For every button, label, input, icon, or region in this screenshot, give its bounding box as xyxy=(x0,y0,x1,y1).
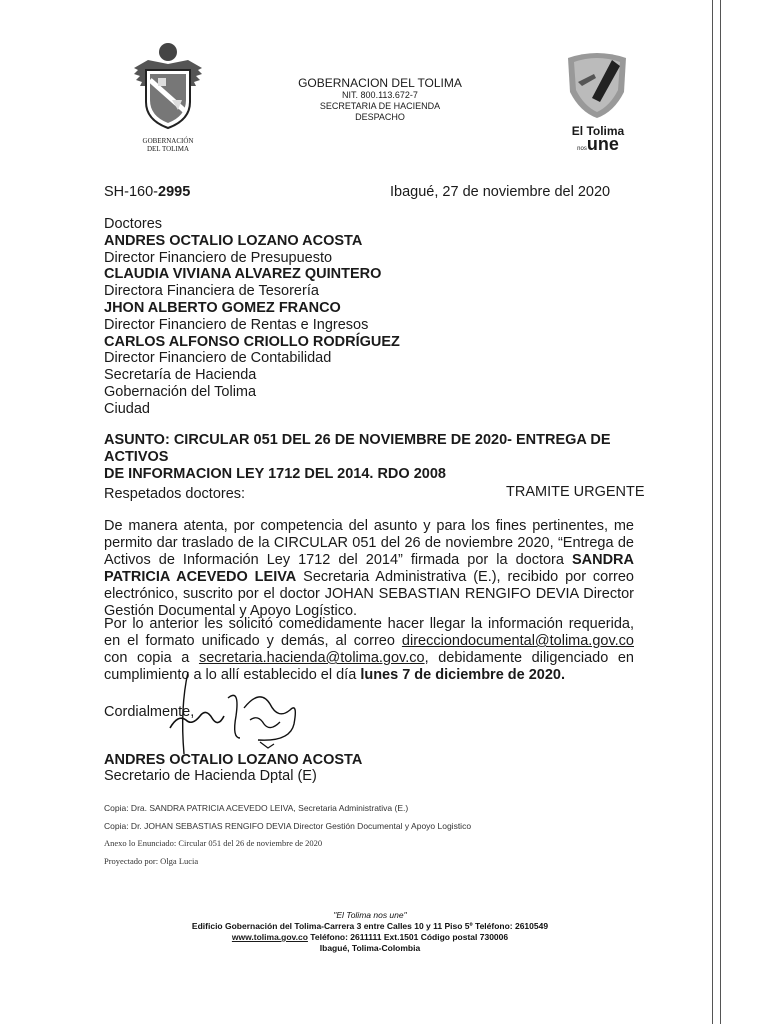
org-nit: NIT. 800.113.672-7 xyxy=(342,90,418,100)
seal-caption-line1: GOBERNACIÓN xyxy=(142,137,194,145)
recipient-line: Directora Financiera de Tesorería xyxy=(104,283,319,300)
recipient-line: Doctores xyxy=(104,216,163,232)
recipient-line: Director Financiero de Contabilidad xyxy=(104,350,332,367)
recipient-line: Ciudad xyxy=(104,400,150,417)
recipient-line: Director Financiero de Rentas e Ingresos xyxy=(104,316,369,333)
recipient-line: CARLOS ALFONSO CRIOLLO RODRÍGUEZ xyxy=(104,333,400,350)
place-date: Ibagué, 27 de noviembre del 2020 xyxy=(390,184,611,200)
subject-line2: DE INFORMACION LEY 1712 DEL 2014. RDO 2008 xyxy=(104,466,446,482)
seal-caption-line2: DEL TOLIMA xyxy=(146,145,190,153)
recipient-line: Gobernación del Tolima xyxy=(104,383,257,400)
footer-city: Ibagué, Tolima-Colombia xyxy=(319,943,421,953)
footer-contact: Teléfono: 2611111 Ext.1501 Código postal 730006 xyxy=(307,932,509,942)
copy-line: Copia: Dr. JOHAN SEBASTIAS RENGIFO DEVIA Director Gestión Documental y Apoyo Logistico xyxy=(104,820,472,831)
tolima-shield-icon xyxy=(564,52,630,120)
recipient-line: Director Financiero de Presupuesto xyxy=(104,249,333,266)
paragraph2-text-c: , debidamente diligenciado en cumplimiento a lo allí establecido el día xyxy=(104,650,634,683)
recipient-line: JHON ALBERTO GOMEZ FRANCO xyxy=(104,299,341,316)
recipient-line: Secretaría de Hacienda xyxy=(104,367,257,384)
reference-prefix: SH-160- xyxy=(104,184,158,200)
footer-address: Edificio Gobernación del Tolima-Carrera 3 entre Calles 10 y 11 Piso 5º Teléfono: 2610549 xyxy=(191,921,549,931)
coat-of-arms-icon xyxy=(128,40,208,132)
email-link-hacienda[interactable]: secretaria.hacienda@tolima.gov.co xyxy=(198,650,425,666)
paragraph1-highlight-name: SANDRA PATRICIA ACEVEDO LEIVA xyxy=(104,552,634,585)
reference-number xyxy=(104,184,190,201)
tolima-seal-logo xyxy=(128,40,208,152)
footer-web-link[interactable]: www.tolima.gov.co xyxy=(231,932,308,942)
body-paragraph-1 xyxy=(104,518,634,620)
letterhead-header xyxy=(290,76,470,123)
footer-motto: "El Tolima nos une" xyxy=(333,910,407,920)
paragraph1-text-a: De manera atenta, por competencia del asunto y para los fines pertinentes, me permito dar traslado de la CIRCULAR 051 del 26 de noviembre 2020, “Entrega de Activos de Información Ley 1712 del 2014” firmada por la doctora xyxy=(104,518,634,568)
logo-text-une: une xyxy=(586,134,619,154)
logo-text-nos-une xyxy=(560,134,636,156)
urgency-label: TRAMITE URGENTE xyxy=(506,484,645,500)
copy-line: Copia: Dra. SANDRA PATRICIA ACEVEDO LEIVA, Secretaria Administrativa (E.) xyxy=(104,803,409,813)
paragraph2-deadline: lunes 7 de diciembre de 2020. xyxy=(360,667,566,683)
signer-name: ANDRES OCTALIO LOZANO ACOSTA xyxy=(104,752,363,768)
scan-edge-line-1 xyxy=(712,0,713,1024)
recipient-line: ANDRES OCTALIO LOZANO ACOSTA xyxy=(104,232,363,249)
closing: Cordialmente, xyxy=(104,704,195,720)
logo-text-el-tolima: El Tolima xyxy=(571,124,625,138)
paragraph2-text-a: Por lo anterior les solicitó comedidamente hacer llegar la información requerida, en el formato unificado y demás, al correo xyxy=(104,616,634,649)
handwritten-signature xyxy=(140,668,300,758)
scan-edge-line-2 xyxy=(720,0,721,1024)
subject-block xyxy=(104,432,664,483)
subject-line1: ASUNTO: CIRCULAR 051 DEL 26 DE NOVIEMBRE DE 2020- ENTREGA DE ACTIVOS xyxy=(104,432,611,465)
logo-text-nos: nos xyxy=(577,146,587,152)
copies-block xyxy=(104,800,471,870)
org-office: SECRETARIA DE HACIENDA xyxy=(319,101,441,111)
org-name: GOBERNACION DEL TOLIMA xyxy=(298,76,462,90)
page-footer xyxy=(160,910,580,954)
paragraph2-text-b: con copia a xyxy=(104,650,199,666)
recipient-line: CLAUDIA VIVIANA ALVAREZ QUINTERO xyxy=(104,266,382,283)
reference-code: 2995 xyxy=(158,184,191,200)
annex-line: Anexo lo Enunciado: Circular 051 del 26 de noviembre de 2020 xyxy=(104,838,323,848)
signer-title: Secretario de Hacienda Dptal (E) xyxy=(104,768,317,784)
el-tolima-nos-une-logo xyxy=(560,52,636,152)
salutation: Respetados doctores: xyxy=(104,486,246,502)
projected-by-line: Proyectado por: Olga Lucia xyxy=(104,855,199,866)
footer-contact-line xyxy=(160,932,580,943)
email-link-documental[interactable]: direcciondocumental@tolima.gov.co xyxy=(401,633,634,649)
paragraph1-text-c: Secretaria Administrativa (E.), recibido por correo electrónico, suscrito por el doctor JOHAN SEBASTIAN RENGIFO DEVIA Director Gestión Documental y Apoyo Logístico. xyxy=(104,569,634,619)
org-dept: DESPACHO xyxy=(355,112,405,122)
recipient-block xyxy=(104,216,400,418)
